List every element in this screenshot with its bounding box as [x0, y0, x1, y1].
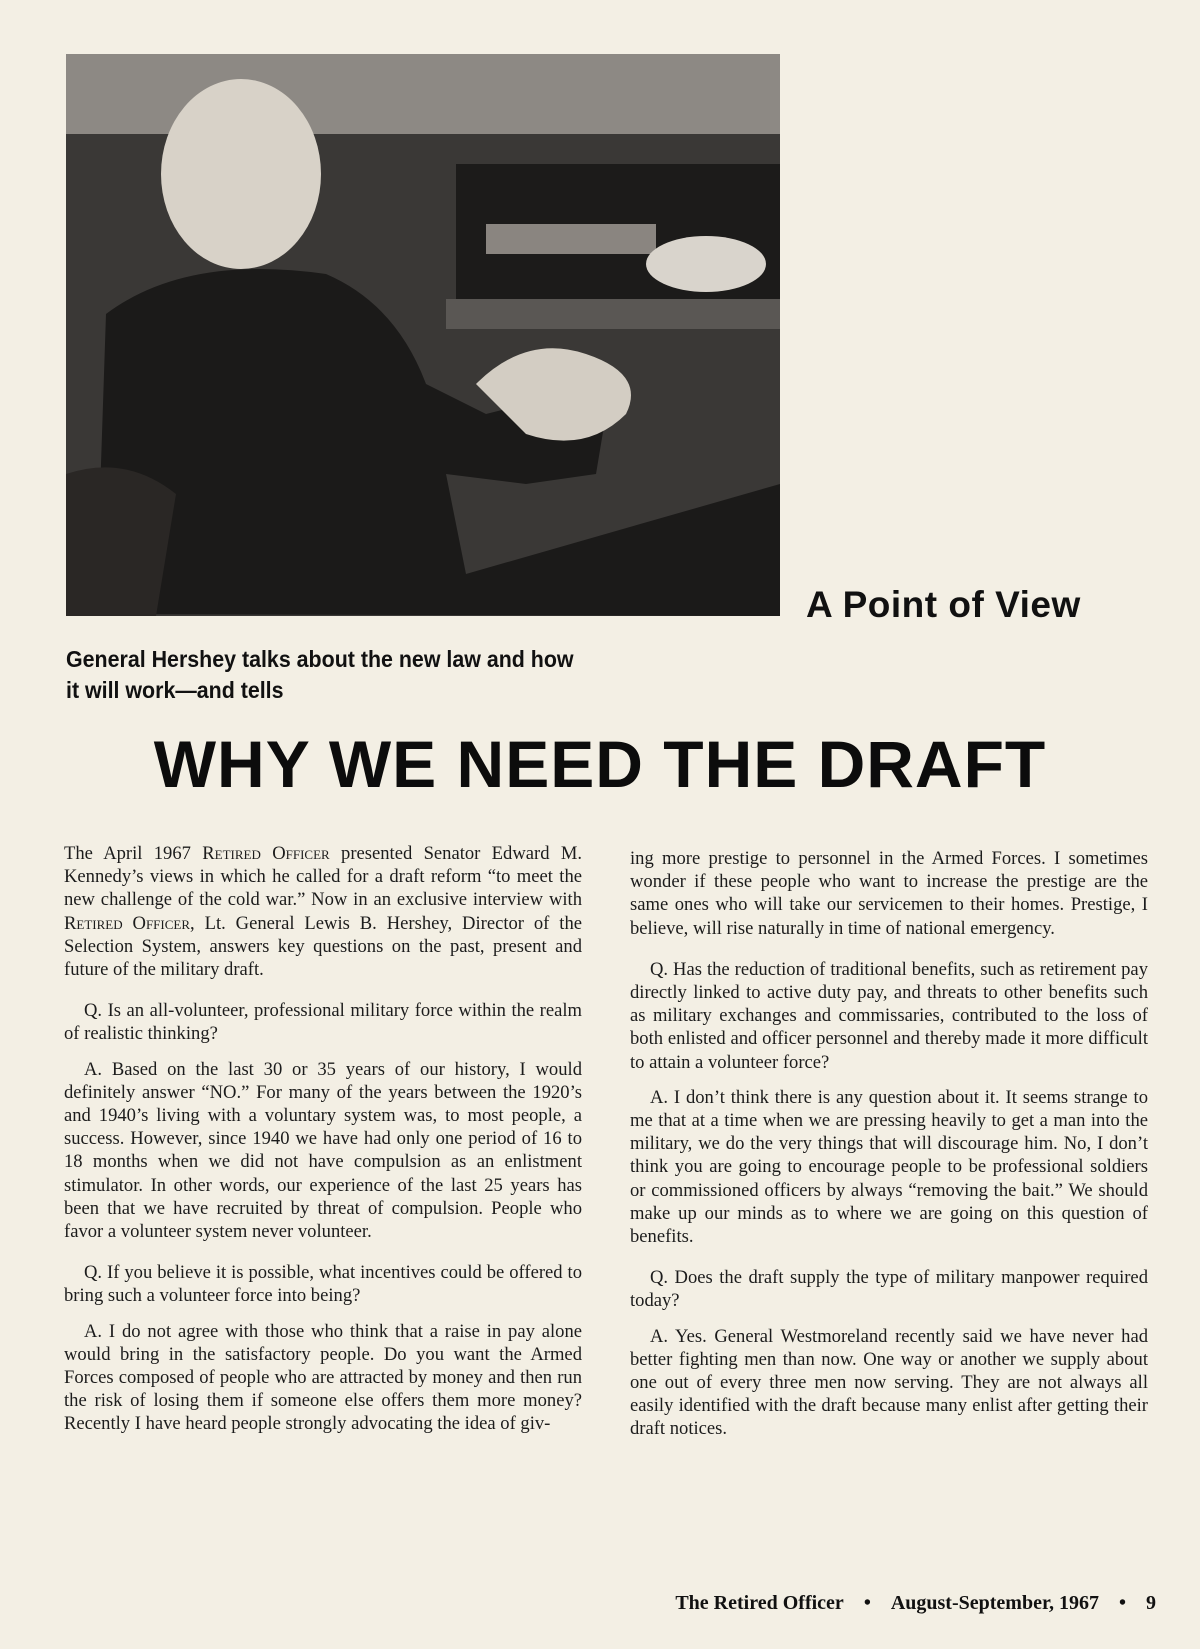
continuation-paragraph: ing more prestige to personnel in the Armed Forces. I sometimes wonder if these people who want to increase the prestige are the same ones who will take our servicemen to their homes. Prestige, I believe, will rise naturally in time of national emergency.: [630, 848, 1148, 939]
intro-paragraph: The April 1967 Retired Officer presented Senator Edward M. Kennedy’s views in which he called for a draft reform “to meet the new challenge of the cold war.” Now in an exclusive interview with Retired Officer, Lt. General Lewis B. Hershey, Director of the Selection System, answers key questions on the past, present and future of the military draft.: [64, 843, 583, 981]
bullet-separator: •: [863, 1592, 871, 1614]
publication-name: The Retired Officer: [675, 1592, 844, 1614]
answer-paragraph: A. Yes. General Westmoreland recently said we have never had better fighting men than now. One way or another we supply about one out of every three men now serving. They are not always all easily identified with the draft because many enlist after getting their draft notices.: [630, 1325, 1148, 1440]
portrait-photo: [66, 54, 780, 616]
answer-paragraph: A. Based on the last 30 or 35 years of our history, I would definitely answer “NO.” For many of the years between the 1920’s and 1940’s living with a voluntary system was, to most people, a success. However, since 1940 we have had only one period of 16 to 18 months when we did not have compulsion as an enlistment stimulator. In other words, our experience of the last 25 years has been that we have recruited by threat of compulsion. People who favor a volunteer system never volunteer.: [64, 1058, 582, 1243]
answer-paragraph: A. I don’t think there is any question about it. It seems strange to me that at a time when we are pressing heavily to get a man into the military, we do the very things that will discourage him. No, I don’t think you are going to encourage people to be professional soldiers or commissioned officers by always “removing the bait.” We should make up our minds as to where we are going on this question of benefits.: [630, 1086, 1148, 1248]
page-footer: [675, 1592, 1156, 1615]
section-label: A Point of View: [806, 584, 1081, 625]
question-paragraph: Q. Has the reduction of traditional benefits, such as retirement pay directly linked to active duty pay, and threats to other benefits such as military exchanges and commissaries, contributed to the loss of both enlisted and officer personnel and thereby made it more difficult to attain a volunteer force?: [630, 958, 1148, 1073]
question-paragraph: Q. Does the draft supply the type of military manpower required today?: [630, 1267, 1148, 1312]
bullet-separator: •: [1118, 1592, 1126, 1614]
page-title: WHY WE NEED THE DRAFT: [153, 727, 1047, 801]
question-paragraph: Q. If you believe it is possible, what incentives could be offered to bring such a volunteer force into being?: [64, 1262, 582, 1307]
question-paragraph: Q. Is an all-volunteer, professional military force within the realm of realistic thinking?: [64, 1000, 582, 1045]
right-column: [630, 847, 1148, 1453]
deck-subtitle: General Hershey talks about the new law and how it will work—and tells: [66, 646, 574, 703]
page-number: 9: [1146, 1592, 1156, 1614]
left-column: [64, 842, 582, 1448]
answer-paragraph: A. I do not agree with those who think that a raise in pay alone would bring in the satisfactory people. Do you want the Armed Forces composed of people who are attracted by money and then run the risk of losing them if someone else offers them more money? Recently I have heard people strongly advocating the idea of giv-: [64, 1320, 582, 1435]
portrait-photo-icon: [66, 54, 780, 616]
issue-date: August-September, 1967: [890, 1592, 1099, 1614]
